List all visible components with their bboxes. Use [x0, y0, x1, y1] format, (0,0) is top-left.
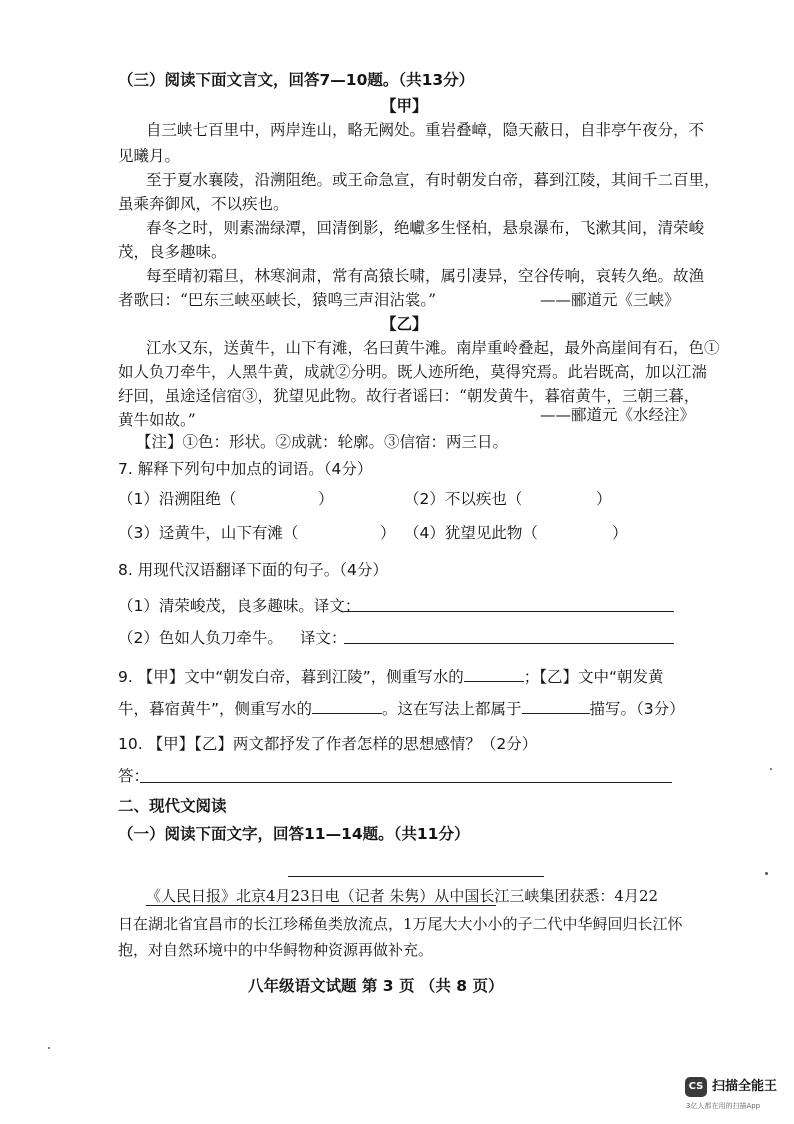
jia-line: 茂，良多趣味。 — [118, 243, 227, 261]
camscanner-logo-icon: CS — [685, 1077, 707, 1097]
q9-text-1a: 9. 【甲】文中“朝发白帝，暮到江陵”，侧重写水的 — [118, 668, 464, 686]
q10-answer-line[interactable] — [140, 782, 672, 783]
jia-line: 春冬之时，则素湍绿潭，回清倒影，绝巘多生怪柏，悬泉瀑布，飞漱其间，清荣峻 — [146, 219, 705, 237]
q8-item-2-label: 译文： — [300, 629, 347, 647]
scan-speck — [770, 768, 772, 770]
q7-item-2-close: ） — [596, 490, 612, 508]
q9-blank-3[interactable] — [522, 696, 590, 714]
q10-title: 10. 【甲】【乙】两文都抒发了作者怎样的思想感情？（2分） — [118, 735, 538, 753]
q9-text-2a: 牛，暮宿黄牛”，侧重写水的 — [118, 700, 313, 718]
q10-answer-label: 答： — [118, 767, 150, 785]
annotation-note: 【注】①色：形状。②成就：轮廓。③信宿：两三日。 — [136, 433, 509, 451]
q9-text-1b: ；【乙】文中“朝发黄 — [523, 668, 664, 686]
q8-title: 8. 用现代汉语翻译下面的句子。（4分） — [118, 561, 388, 579]
section-header: （三）阅读下面文言文，回答7—10题。（共13分） — [118, 71, 475, 89]
jia-line: 自三峡七百里中，两岸连山，略无阙处。重岩叠嶂，隐天蔽日，自非亭午夜分，不 — [146, 121, 705, 139]
q7-item-4: （4）犹望见此物（ — [404, 524, 538, 542]
news-underline — [146, 905, 496, 906]
q9-text-2c: 描写。（3分） — [589, 700, 685, 718]
q7-item-2: （2）不以疾也（ — [404, 490, 523, 508]
q7-item-3: （3）迳黄牛，山下有滩（ — [118, 524, 299, 542]
watermark-slogan: 3亿人都在用的扫描App — [686, 1102, 761, 1110]
q7-item-1-close: ） — [318, 490, 334, 508]
jia-line: 虽乘奔御风，不以疾也。 — [118, 195, 289, 213]
q9-line-2 — [118, 696, 685, 719]
q8-answer-line-2[interactable] — [344, 643, 674, 644]
part2-subtitle: （一）阅读下面文字，回答11—14题。（共11分） — [118, 825, 470, 843]
jia-line: 每至晴初霜旦，林寒涧肃，常有高猿长啸，属引凄异，空谷传响，哀转久绝。故渔 — [146, 267, 705, 285]
q8-answer-line-1[interactable] — [344, 611, 674, 612]
q8-item-1: （1）清荣峻茂，良多趣味。译文： — [118, 597, 361, 615]
q7-item-4-close: ） — [612, 524, 628, 542]
q8-item-2: （2）色如人负刀牵牛。 — [118, 629, 283, 647]
yi-label: 【乙】 — [381, 315, 428, 333]
yi-source: ——郦道元《水经注》 — [540, 406, 696, 424]
q9-blank-1[interactable] — [464, 664, 524, 682]
q7-item-1: （1）沿溯阻绝（ — [118, 490, 237, 508]
q7-title: 7. 解释下列句中加点的词语。（4分） — [118, 460, 373, 478]
watermark-name: 扫描全能王 — [712, 1079, 778, 1094]
q9-line-1 — [118, 664, 664, 687]
jia-source: ——郦道元《三峡》 — [540, 291, 680, 309]
news-headline-blank — [288, 876, 544, 877]
q9-text-2b: 。这在写法上都属于 — [382, 700, 522, 718]
yi-line: 黄牛如故。” — [118, 411, 196, 429]
jia-line: 至于夏水襄陵，沿溯阻绝。或王命急宣，有时朝发白帝，暮到江陵，其间千二百里， — [146, 171, 720, 189]
scan-speck — [765, 872, 768, 875]
yi-line: 如人负刀牵牛，人黑牛黄，成就②分明。既人迹所绝，莫得究焉。此岩既高，加以江湍 — [118, 363, 708, 381]
news-line: 《人民日报》北京4月23日电（记者 朱隽）从中国长江三峡集团获悉：4月22 — [146, 887, 659, 905]
q9-blank-2[interactable] — [312, 696, 382, 714]
page-footer: 八年级语文试题 第 3 页 （共 8 页） — [248, 977, 504, 995]
part2-title: 二、现代文阅读 — [118, 797, 227, 815]
news-line: 抱，对自然环境中的中华鲟物种资源再做补充。 — [118, 941, 434, 959]
jia-line: 见曦月。 — [118, 147, 181, 165]
yi-line: 江水又东，送黄牛，山下有滩，名曰黄牛滩。南岸重岭叠起，最外高崖间有石，色① — [146, 339, 720, 357]
scan-speck — [48, 1047, 50, 1049]
jia-label: 【甲】 — [381, 97, 428, 115]
q7-item-3-close: ） — [380, 524, 396, 542]
news-line: 日在湖北省宜昌市的长江珍稀鱼类放流点，1万尾大大小小的子二代中华鲟回归长江怀 — [118, 915, 683, 933]
jia-line: 者歌曰：“巴东三峡巫峡长，猿鸣三声泪沾裳。” — [118, 291, 437, 309]
yi-line: 纡回，虽途迳信宿③，犹望见此物。故行者谣曰：“朝发黄牛，暮宿黄牛，三朝三暮， — [118, 387, 700, 405]
